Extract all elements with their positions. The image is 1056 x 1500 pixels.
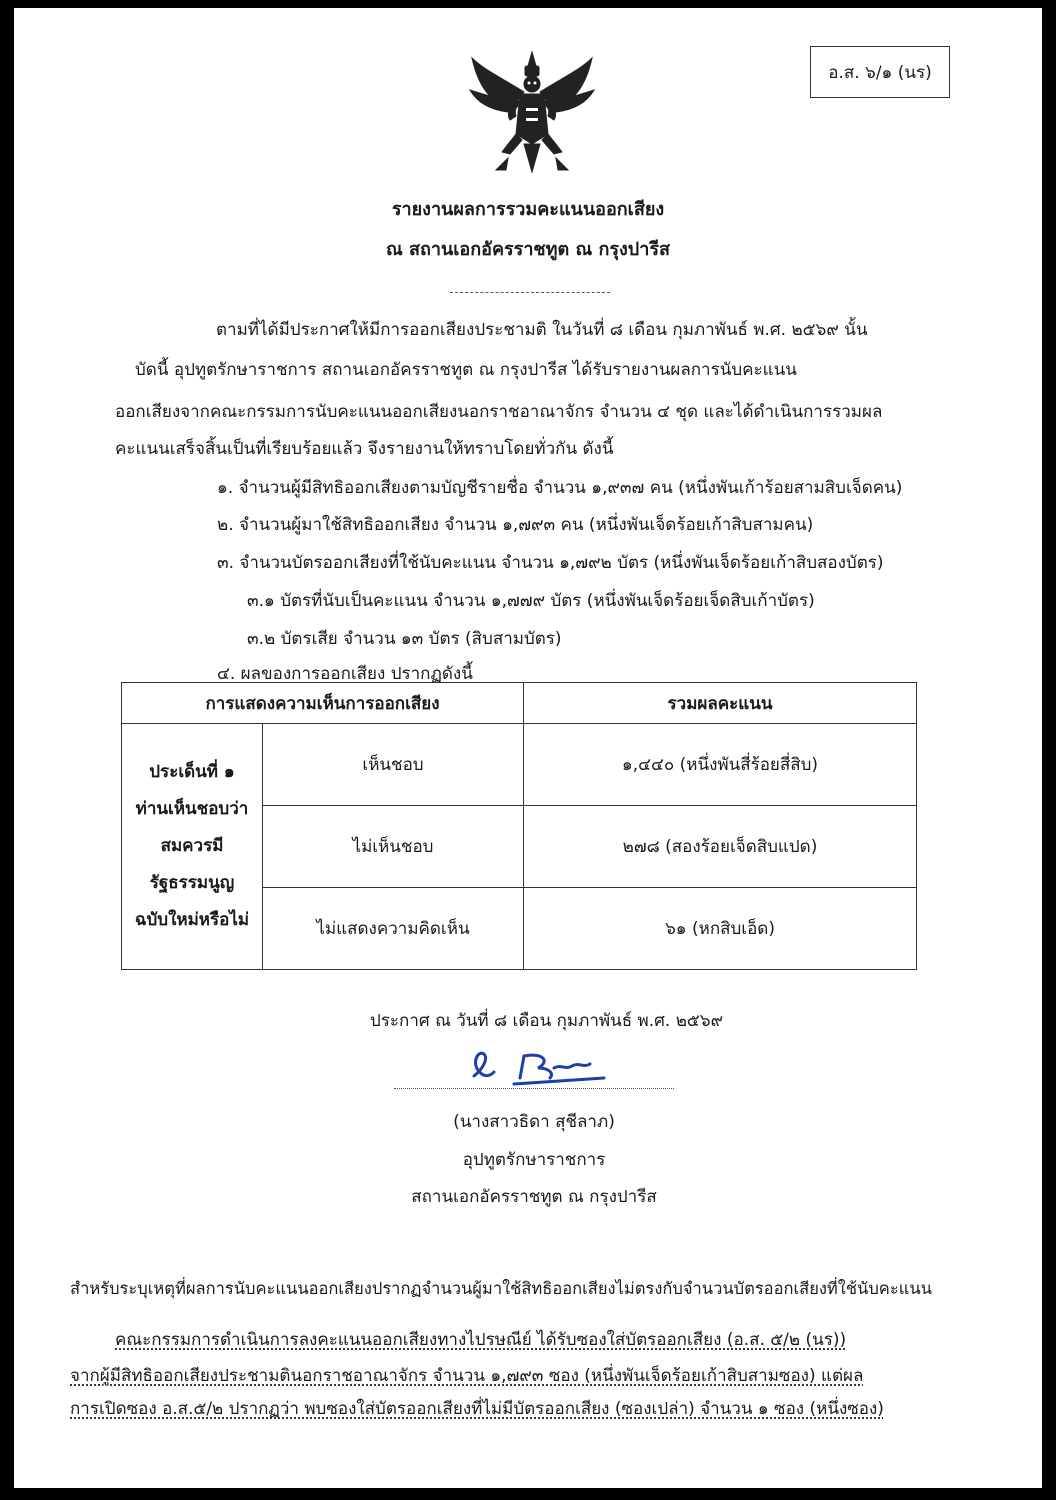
issue-line: ฉบับใหม่หรือไม่ — [134, 910, 250, 930]
body-line: คะแนนเสร็จสิ้นเป็นที่เรียบร้อยแล้ว จึงรายงานให้ทราบโดยทั่วกัน ดังนี้ — [115, 439, 614, 459]
issue-line: ประเด็นที่ ๑ — [149, 762, 235, 782]
report-subtitle: ณ สถานเอกอัครราชทูต ณ กรุงปารีส — [386, 239, 670, 260]
signer-name: (นางสาวธิดา สุชีลาภ) — [453, 1112, 615, 1132]
note-line: จากผู้มีสิทธิออกเสียงประชามตินอกราชอาณาจักร จำนวน ๑,๗๙๓ ซอง (หนึ่งพันเจ็ดร้อยเก้าสิบสามซอง) แต่ผล — [70, 1366, 864, 1386]
note-line: คณะกรรมการดำเนินการลงคะแนนออกเสียงทางไปรษณีย์ ได้รับซองใส่บัตรออกเสียง (อ.ส. ๕/๒ (นร)) — [115, 1330, 847, 1350]
issue-line: สมควรมี — [160, 836, 224, 856]
garuda-emblem-icon — [462, 48, 602, 188]
total-cell: ๒๗๘ (สองร้อยเจ็ดสิบแปด) — [524, 806, 917, 888]
header-opinion: การแสดงความเห็นการออกเสียง — [122, 683, 524, 724]
signer-position: อุปทูตรักษาราชการ — [462, 1150, 606, 1170]
body-line: บัดนี้ อุปทูตรักษาราชการ สถานเอกอัครราชทูต ณ กรุงปารีส ได้รับรายงานผลการนับคะแนน — [135, 360, 797, 380]
item-results-heading: ๔. ผลของการออกเสียง ปรากฏดังนี้ — [217, 664, 473, 684]
opinion-cell: เห็นชอบ — [263, 724, 524, 806]
total-cell: ๖๑ (หกสิบเอ็ด) — [524, 888, 917, 970]
report-title: รายงานผลการรวมคะแนนออกเสียง — [391, 199, 665, 220]
announcement-date: ประกาศ ณ วันที่ ๘ เดือน กุมภาพันธ์ พ.ศ. ๒๕๖๙ — [370, 1011, 724, 1031]
signature-line — [394, 1088, 674, 1089]
results-table — [121, 682, 917, 970]
item-turnout: ๒. จำนวนผู้มาใช้สิทธิออกเสียง จำนวน ๑,๗๙๓ คน (หนึ่งพันเจ็ดร้อยเก้าสิบสามคน) — [217, 515, 814, 535]
header-total: รวมผลคะแนน — [524, 683, 917, 724]
item-eligible-voters: ๑. จำนวนผู้มีสิทธิออกเสียงตามบัญชีรายชื่อ จำนวน ๑,๙๓๗ คน (หนึ่งพันเก้าร้อยสามสิบเจ็ดคน) — [217, 478, 903, 498]
document-page — [14, 8, 1042, 1488]
form-code-box: อ.ส. ๖/๑ (นร) — [810, 46, 950, 98]
note-line: การเปิดซอง อ.ส.๕/๒ ปรากฏว่า พบซองใส่บัตรออกเสียงที่ไม่มีบัตรออกเสียง (ซองเปล่า) จำนวน ๑ ซอง (หนึ่งซอง) — [70, 1399, 884, 1419]
issue-line: ท่านเห็นชอบว่า — [135, 799, 249, 819]
signer-office: สถานเอกอัครราชทูต ณ กรุงปารีส — [411, 1187, 657, 1207]
opinion-cell: ไม่แสดงความคิดเห็น — [263, 888, 524, 970]
total-cell: ๑,๔๔๐ (หนึ่งพันสี่ร้อยสี่สิบ) — [524, 724, 917, 806]
title-divider — [450, 292, 610, 293]
issue-line: รัฐธรรมนูญ — [149, 873, 235, 893]
issue-question — [122, 724, 263, 970]
table-row — [122, 724, 917, 806]
body-line: ออกเสียงจากคณะกรรมการนับคะแนนออกเสียงนอกราชอาณาจักร จำนวน ๔ ชุด และได้ดำเนินการรวมผล — [115, 402, 883, 422]
note-heading: สำหรับระบุเหตุที่ผลการนับคะแนนออกเสียงปรากฏจำนวนผู้มาใช้สิทธิออกเสียงไม่ตรงกับจำนวนบัตรออกเสียงที่ใช้นับคะแนน — [70, 1279, 932, 1298]
opinion-cell: ไม่เห็นชอบ — [263, 806, 524, 888]
signature-icon — [454, 1038, 614, 1098]
item-invalid-ballots: ๓.๒ บัตรเสีย จำนวน ๑๓ บัตร (สิบสามบัตร) — [247, 629, 562, 649]
body-line: ตามที่ได้มีประกาศให้มีการออกเสียงประชามติ ในวันที่ ๘ เดือน กุมภาพันธ์ พ.ศ. ๒๕๖๙ นั้น — [216, 320, 868, 340]
item-ballots-counted: ๓. จำนวนบัตรออกเสียงที่ใช้นับคะแนน จำนวน ๑,๗๙๒ บัตร (หนึ่งพันเจ็ดร้อยเก้าสิบสองบัตร) — [217, 553, 884, 573]
item-valid-ballots: ๓.๑ บัตรที่นับเป็นคะแนน จำนวน ๑,๗๗๙ บัตร (หนึ่งพันเจ็ดร้อยเจ็ดสิบเก้าบัตร) — [247, 591, 815, 611]
